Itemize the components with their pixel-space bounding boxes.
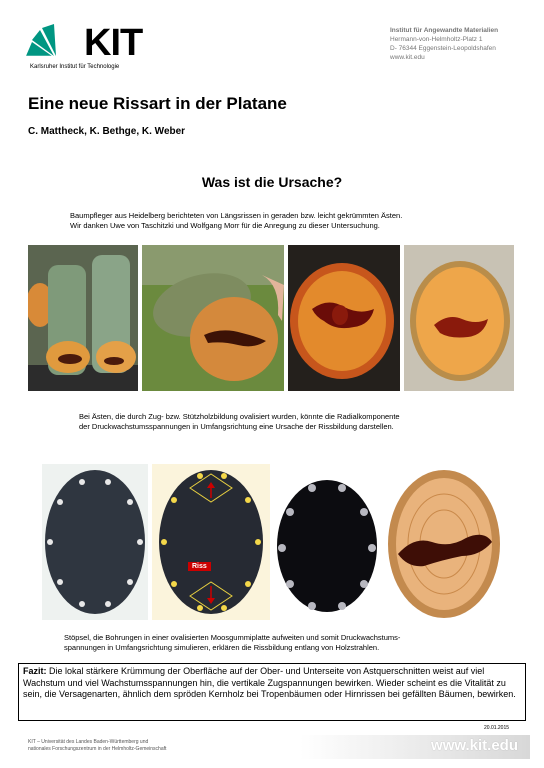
address-line: Institut für Angewandte Materialien <box>390 27 499 34</box>
page-title: Eine neue Rissart in der Platane <box>28 94 287 113</box>
photo-crosssection-light <box>404 245 514 391</box>
date: 20.01.2015 <box>484 725 510 731</box>
intro-line: Wir danken Uwe von Taschitzki und Wolfgang Morr für die Anregung zu dieser Untersuchung. <box>70 221 380 230</box>
kit-logo-fan-icon <box>26 22 86 62</box>
logo-subtitle: Karlsruher Institut für Technologie <box>30 64 120 70</box>
address-line: Hermann-von-Helmholtz-Platz 1 <box>390 36 483 43</box>
conclusion-text: Die lokal stärkere Krümmung der Oberfläche auf der Ober- und Unterseite von Astquerschnitten weist auf viel Wachstum und viel Wachstumsspannungen hin, die vertikale Zugspannungen bewirken. Wieder scheint es die Vitalität zu sein, die Versagenarten, ähnlich dem spröden Kernholz bei Tropenbäumen oder Hirnrissen bei gefällten Bäumen, bewirken. <box>23 666 516 699</box>
footer-line: nationales Forschungszentrum in der Helmholtz-Gemeinschaft <box>28 746 167 752</box>
photo-plate-black <box>274 464 380 620</box>
address-line: D- 76344 Eggenstein-Leopoldshafen <box>390 45 496 52</box>
conclusion-label: Fazit: <box>23 666 47 676</box>
institute-address <box>390 26 540 62</box>
photo-branch-logs <box>28 245 138 391</box>
intro-line: Baumpfleger aus Heidelberg berichteten von Längsrissen in geraden bzw. leicht gekrümmten Ästen. <box>70 211 403 220</box>
branch-photos <box>28 245 514 391</box>
explanation-text <box>79 412 400 432</box>
photo-plate-plain <box>42 464 148 620</box>
simulation-text <box>64 633 400 653</box>
footer-line: KIT – Universität des Landes Baden-Württemberg und <box>28 739 149 745</box>
explanation-line: Bei Ästen, die durch Zug- bzw. Stützholzbildung ovalisiert wurden, könnte die Radialkomponente <box>79 412 400 421</box>
crack-label: Riss <box>188 562 211 571</box>
simulation-line: Stöpsel, die Bohrungen in einer ovalisierten Moosgummiplatte aufweiten und somit Druckwachstums- <box>64 633 401 642</box>
authors: C. Mattheck, K. Bethge, K. Weber <box>28 126 186 137</box>
footer-legal <box>28 739 166 753</box>
photo-plate-annotated <box>152 464 270 620</box>
photo-crosssection-dark <box>288 245 400 391</box>
intro-text <box>70 211 402 231</box>
footer <box>18 735 530 759</box>
photo-branch-held <box>142 245 284 391</box>
address-website: www.kit.edu <box>390 54 425 61</box>
photo-wood-crack <box>384 464 502 620</box>
kit-logo <box>26 22 143 72</box>
question-heading: Was ist die Ursache? <box>201 174 343 190</box>
footer-website[interactable]: www.kit.edu <box>431 737 518 754</box>
simulation-line: spannungen in Umfangsrichtung simulieren, erklären die Rissbildung entlang von Holzstrahlen. <box>64 643 380 652</box>
logo-word: KIT <box>84 22 143 64</box>
conclusion-box <box>18 663 526 721</box>
explanation-line: der Druckwachstumsspannungen in Umfangsrichtung eine Ursache der Rissbildung darstellen. <box>79 422 394 431</box>
rubber-plate-photos <box>42 464 502 620</box>
